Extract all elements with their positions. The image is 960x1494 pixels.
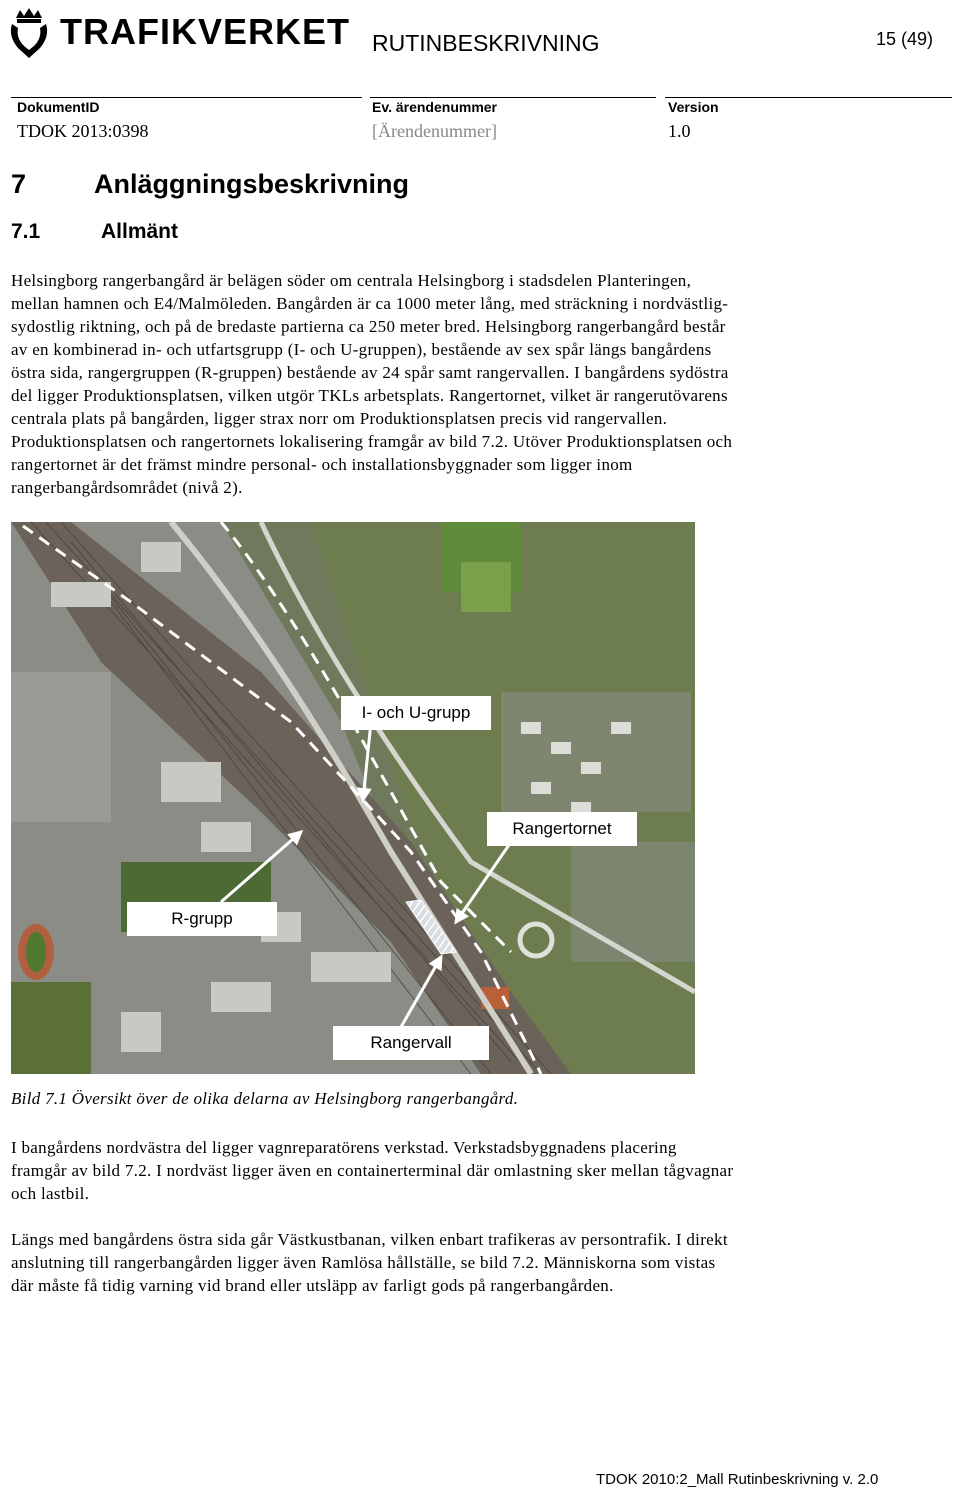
paragraph-workshop [11,1136,951,1205]
text-line: framgår av bild 7.2. I nordväst ligger även en containerterminal där omlastning sker mellan tågvagnar [11,1161,734,1180]
text-line: där måste få tidig varning vid brand eller utsläpp av farligt gods på rangerbangården. [11,1276,614,1295]
text-line: del ligger Produktionsplatsen, vilken utgör TKLs arbetsplats. Rangertornet, vilket är rangerutövarens [11,386,728,405]
doc-id-label: DokumentID [17,99,100,115]
text-line: och lastbil. [11,1184,90,1203]
text-line: Produktionsplatsen och rangertornets lokalisering framgår av bild 7.2. Utöver Produktionsplatsen och [11,432,733,451]
aerial-map-graphic [11,522,695,1074]
section-heading: Anläggningsbeskrivning [94,169,410,199]
document-type: RUTINBESKRIVNING [372,30,600,56]
label-r-group: R-grupp [127,902,277,936]
text-line: sydostlig riktning, och på de bredaste partierna ca 250 meter bred. Helsingborg rangerbangård består [11,317,726,336]
text-line: Helsingborg rangerbangård är belägen söder om centrala Helsingborg i stadsdelen Planteringen, [11,271,692,290]
subsection-heading: Allmänt [101,220,179,243]
case-number-label: Ev. ärendenummer [372,99,498,115]
text-line: Längs med bangårdens östra sida går Västkustbanan, vilken enbart trafikeras av persontrafik. I direkt [11,1230,728,1249]
case-number-value: [Ärendenummer] [372,121,497,141]
logo-wordmark: TRAFIKVERKET [60,11,350,52]
text-line: östra sida, rangergruppen (R-gruppen) bestående av 24 spår samt rangervallen. I bangårdens sydöstra [11,363,729,382]
label-ranger-hump: Rangervall [333,1026,489,1060]
text-line: rangerbangårdsområdet (nivå 2). [11,478,243,497]
text-line: I bangårdens nordvästra del ligger vagnreparatörens verkstad. Verkstadsbyggnadens placering [11,1138,677,1157]
version-label: Version [668,99,719,115]
label-ranger-tower: Rangertornet [487,812,637,846]
label-iu-group: I- och U-grupp [341,696,491,730]
version-value: 1.0 [668,121,691,141]
text-line: av en kombinerad in- och utfartsgrupp (I- och U-gruppen), bestående av sex spår längs bangårdens [11,340,712,359]
heading-number: 7 [11,169,27,199]
doc-id-value: TDOK 2013:0398 [17,121,149,141]
meta-divider [11,97,362,98]
text-line: rangertornet är det främst mindre personal- och installationsbyggnader som ligger inom [11,455,633,474]
figure-caption: Bild 7.1 Översikt över de olika delarna av Helsingborg rangerbangård. [11,1089,519,1108]
subheading-number: 7.1 [11,220,41,243]
aerial-photo [11,522,695,1074]
crown-emblem-icon [6,8,52,60]
text-line: anslutning till rangerbangården ligger även Ramlösa hållställe, se bild 7.2. Människorna som vistas [11,1253,716,1272]
meta-divider [665,97,952,98]
paragraph-westcoast-line [11,1228,951,1297]
text-line: centrala plats på bangården, ligger strax norr om Produktionsplatsen precis vid rangervallen. [11,409,668,428]
paragraph-intro [11,269,951,499]
page-number: 15 (49) [876,29,934,49]
text-line: mellan hamnen och E4/Malmöleden. Bangården är ca 1000 meter lång, med sträckning i nordvästlig- [11,294,729,313]
meta-divider [370,97,656,98]
page-footer: TDOK 2010:2_Mall Rutinbeskrivning v. 2.0 [596,1471,879,1488]
